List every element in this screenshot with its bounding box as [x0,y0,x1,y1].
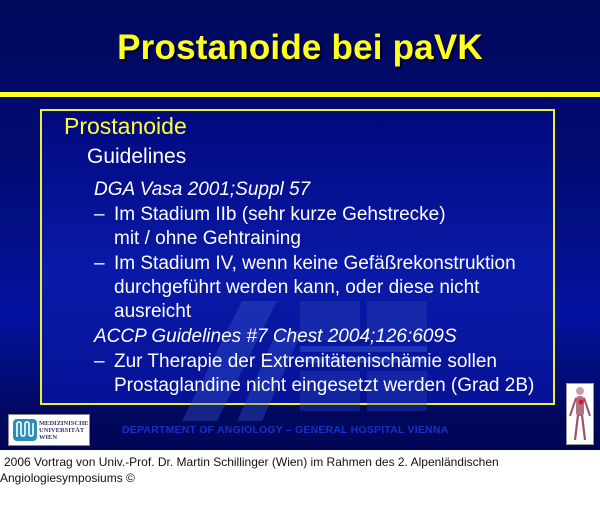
bullet-stadium-iv-cont1: durchgeführt werden kann, oder diese nicht [114,277,480,298]
subheading-guidelines: Guidelines [87,145,187,168]
slide-title: Prostanoide bei paVK [117,28,483,67]
dash-bullet: – [94,253,105,274]
content-box [40,109,555,405]
heading-prostanoide: Prostanoide [64,113,187,139]
dash-bullet: – [94,351,105,372]
logo-text: MEDIZINISCHE UNIVERSITÄT WIEN [39,420,89,441]
human-circulatory-system-icon [566,383,594,445]
bullet-stadium-iib-cont: mit / ohne Gehtraining [114,228,301,249]
meduni-wien-logo [8,414,90,446]
citation-accp: ACCP Guidelines #7 Chest 2004;126:609S [94,326,457,347]
bullet-stadium-iib: – Im Stadium IIb (sehr kurze Gehstrecke) [94,204,446,225]
bullet-therapie-cont: Prostaglandine nicht eingesetzt werden (Grad 2B) [114,375,535,396]
department-label: DEPARTMENT OF ANGIOLOGY – GENERAL HOSPITAL VIENNA [122,424,449,436]
dash-bullet: – [94,204,105,225]
bullet-stadium-iv-cont2: ausreicht [114,301,192,322]
bullet-stadium-iv: – Im Stadium IV, wenn keine Gefäßrekonstruktion [94,253,516,274]
citation-dga: DGA Vasa 2001;Suppl 57 [94,179,311,200]
bullet-therapie: – Zur Therapie der Extremitätenischämie sollen [94,351,497,372]
meduni-logo-icon [13,419,37,441]
caption-line-1: 2006 Vortrag von Univ.-Prof. Dr. Martin Schillinger (Wien) im Rahmen des 2. Alpenländischen [4,455,499,469]
title-divider [0,92,600,97]
caption-line-2: Angiologiesymposiums © [0,471,135,485]
